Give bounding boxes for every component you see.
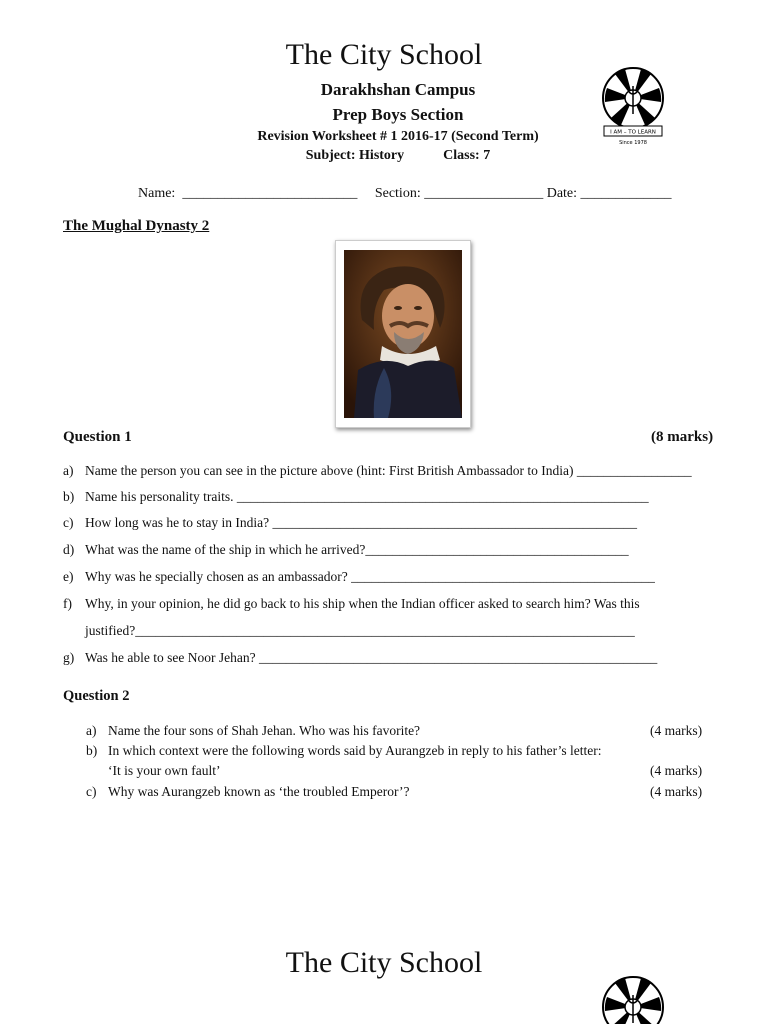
q2-item-c — [86, 784, 410, 800]
date-label: Date: — [546, 186, 578, 201]
worksheet-title: Revision Worksheet # 1 2016-17 (Second Term) — [257, 129, 539, 144]
school-logo — [601, 66, 665, 148]
q1-item-d — [63, 542, 629, 558]
class-label: Class: 7 — [443, 148, 491, 163]
q1-item-text[interactable]: Why, in your opinion, he did go back to his ship when the Indian officer asked to search him? Was this — [85, 596, 640, 611]
subject-class-line — [0, 148, 768, 164]
footer-school-logo — [601, 975, 665, 1024]
topic-heading: The Mughal Dynasty 2 — [63, 218, 210, 234]
q2-item-text: ‘It is your own fault’ — [108, 763, 221, 778]
section-name: Prep Boys Section — [332, 105, 464, 124]
q1-item-label: d) — [63, 542, 75, 557]
student-info-line — [138, 186, 672, 202]
q1-item-g — [63, 650, 657, 666]
q1-item-label: b) — [63, 489, 75, 504]
question1-title: Question 1 — [63, 429, 132, 445]
q2-item-label: b) — [86, 743, 98, 758]
question2-title: Question 2 — [63, 688, 130, 704]
section-label: Section: — [374, 186, 421, 201]
q2-item-a-marks: (4 marks) — [650, 723, 703, 738]
school-title: The City School — [285, 38, 483, 71]
logo-motto: I AM – TO LEARN — [610, 129, 656, 136]
q1-item-f-cont — [63, 623, 635, 639]
q1-item-label: f) — [63, 596, 72, 611]
q1-item-f — [63, 596, 640, 612]
q1-item-b — [63, 489, 649, 505]
section-field[interactable]: _________________ — [424, 186, 544, 201]
q2-item-b — [86, 743, 602, 759]
q2-item-text: Why was Aurangzeb known as ‘the troubled Emperor’? — [108, 784, 410, 799]
q1-item-text[interactable]: justified?__________________________________________________________________________ — [85, 623, 635, 638]
q1-item-label: a) — [63, 463, 74, 478]
q2-item-b-marks: (4 marks) — [650, 763, 703, 778]
portrait-frame — [335, 240, 471, 428]
q1-item-text[interactable]: Name the person you can see in the picture above (hint: First British Ambassador to India) _________________ — [85, 463, 692, 478]
q1-item-label: c) — [63, 515, 74, 530]
ambassador-portrait — [344, 250, 462, 418]
q1-item-text[interactable]: Name his personality traits. _____________________________________________________________ — [85, 489, 649, 504]
footer-school-title: The City School — [285, 946, 483, 979]
q1-item-a — [63, 463, 692, 479]
question1-marks: (8 marks) — [651, 429, 714, 445]
subject-label: Subject: History — [305, 148, 405, 163]
q2-item-label: c) — [86, 784, 97, 799]
q1-item-label: g) — [63, 650, 75, 665]
q1-item-e — [63, 569, 655, 585]
logo-since: Since 1978 — [619, 140, 647, 146]
name-label: Name: — [138, 186, 176, 201]
q2-item-text: In which context were the following words said by Aurangzeb in reply to his father’s letter: — [108, 743, 602, 758]
campus-name: Darakhshan Campus — [320, 80, 476, 99]
q1-item-text[interactable]: How long was he to stay in India? ______________________________________________________ — [85, 515, 637, 530]
q2-item-a — [86, 723, 420, 739]
date-field[interactable]: _____________ — [580, 186, 672, 201]
q1-item-text[interactable]: What was the name of the ship in which he arrived?_______________________________________ — [85, 542, 629, 557]
q2-item-c-marks: (4 marks) — [650, 784, 703, 799]
q2-item-b-quote — [86, 763, 220, 779]
q2-item-text: Name the four sons of Shah Jehan. Who was his favorite? — [108, 723, 421, 738]
q1-item-c — [63, 515, 637, 531]
q1-item-text[interactable]: Was he able to see Noor Jehan? ___________________________________________________________ — [85, 650, 658, 665]
q2-item-label: a) — [86, 723, 97, 738]
name-field[interactable]: _________________________ — [182, 186, 358, 201]
q1-item-text[interactable]: Why was he specially chosen as an ambassador? _____________________________________________ — [85, 569, 655, 584]
q1-item-label: e) — [63, 569, 74, 584]
